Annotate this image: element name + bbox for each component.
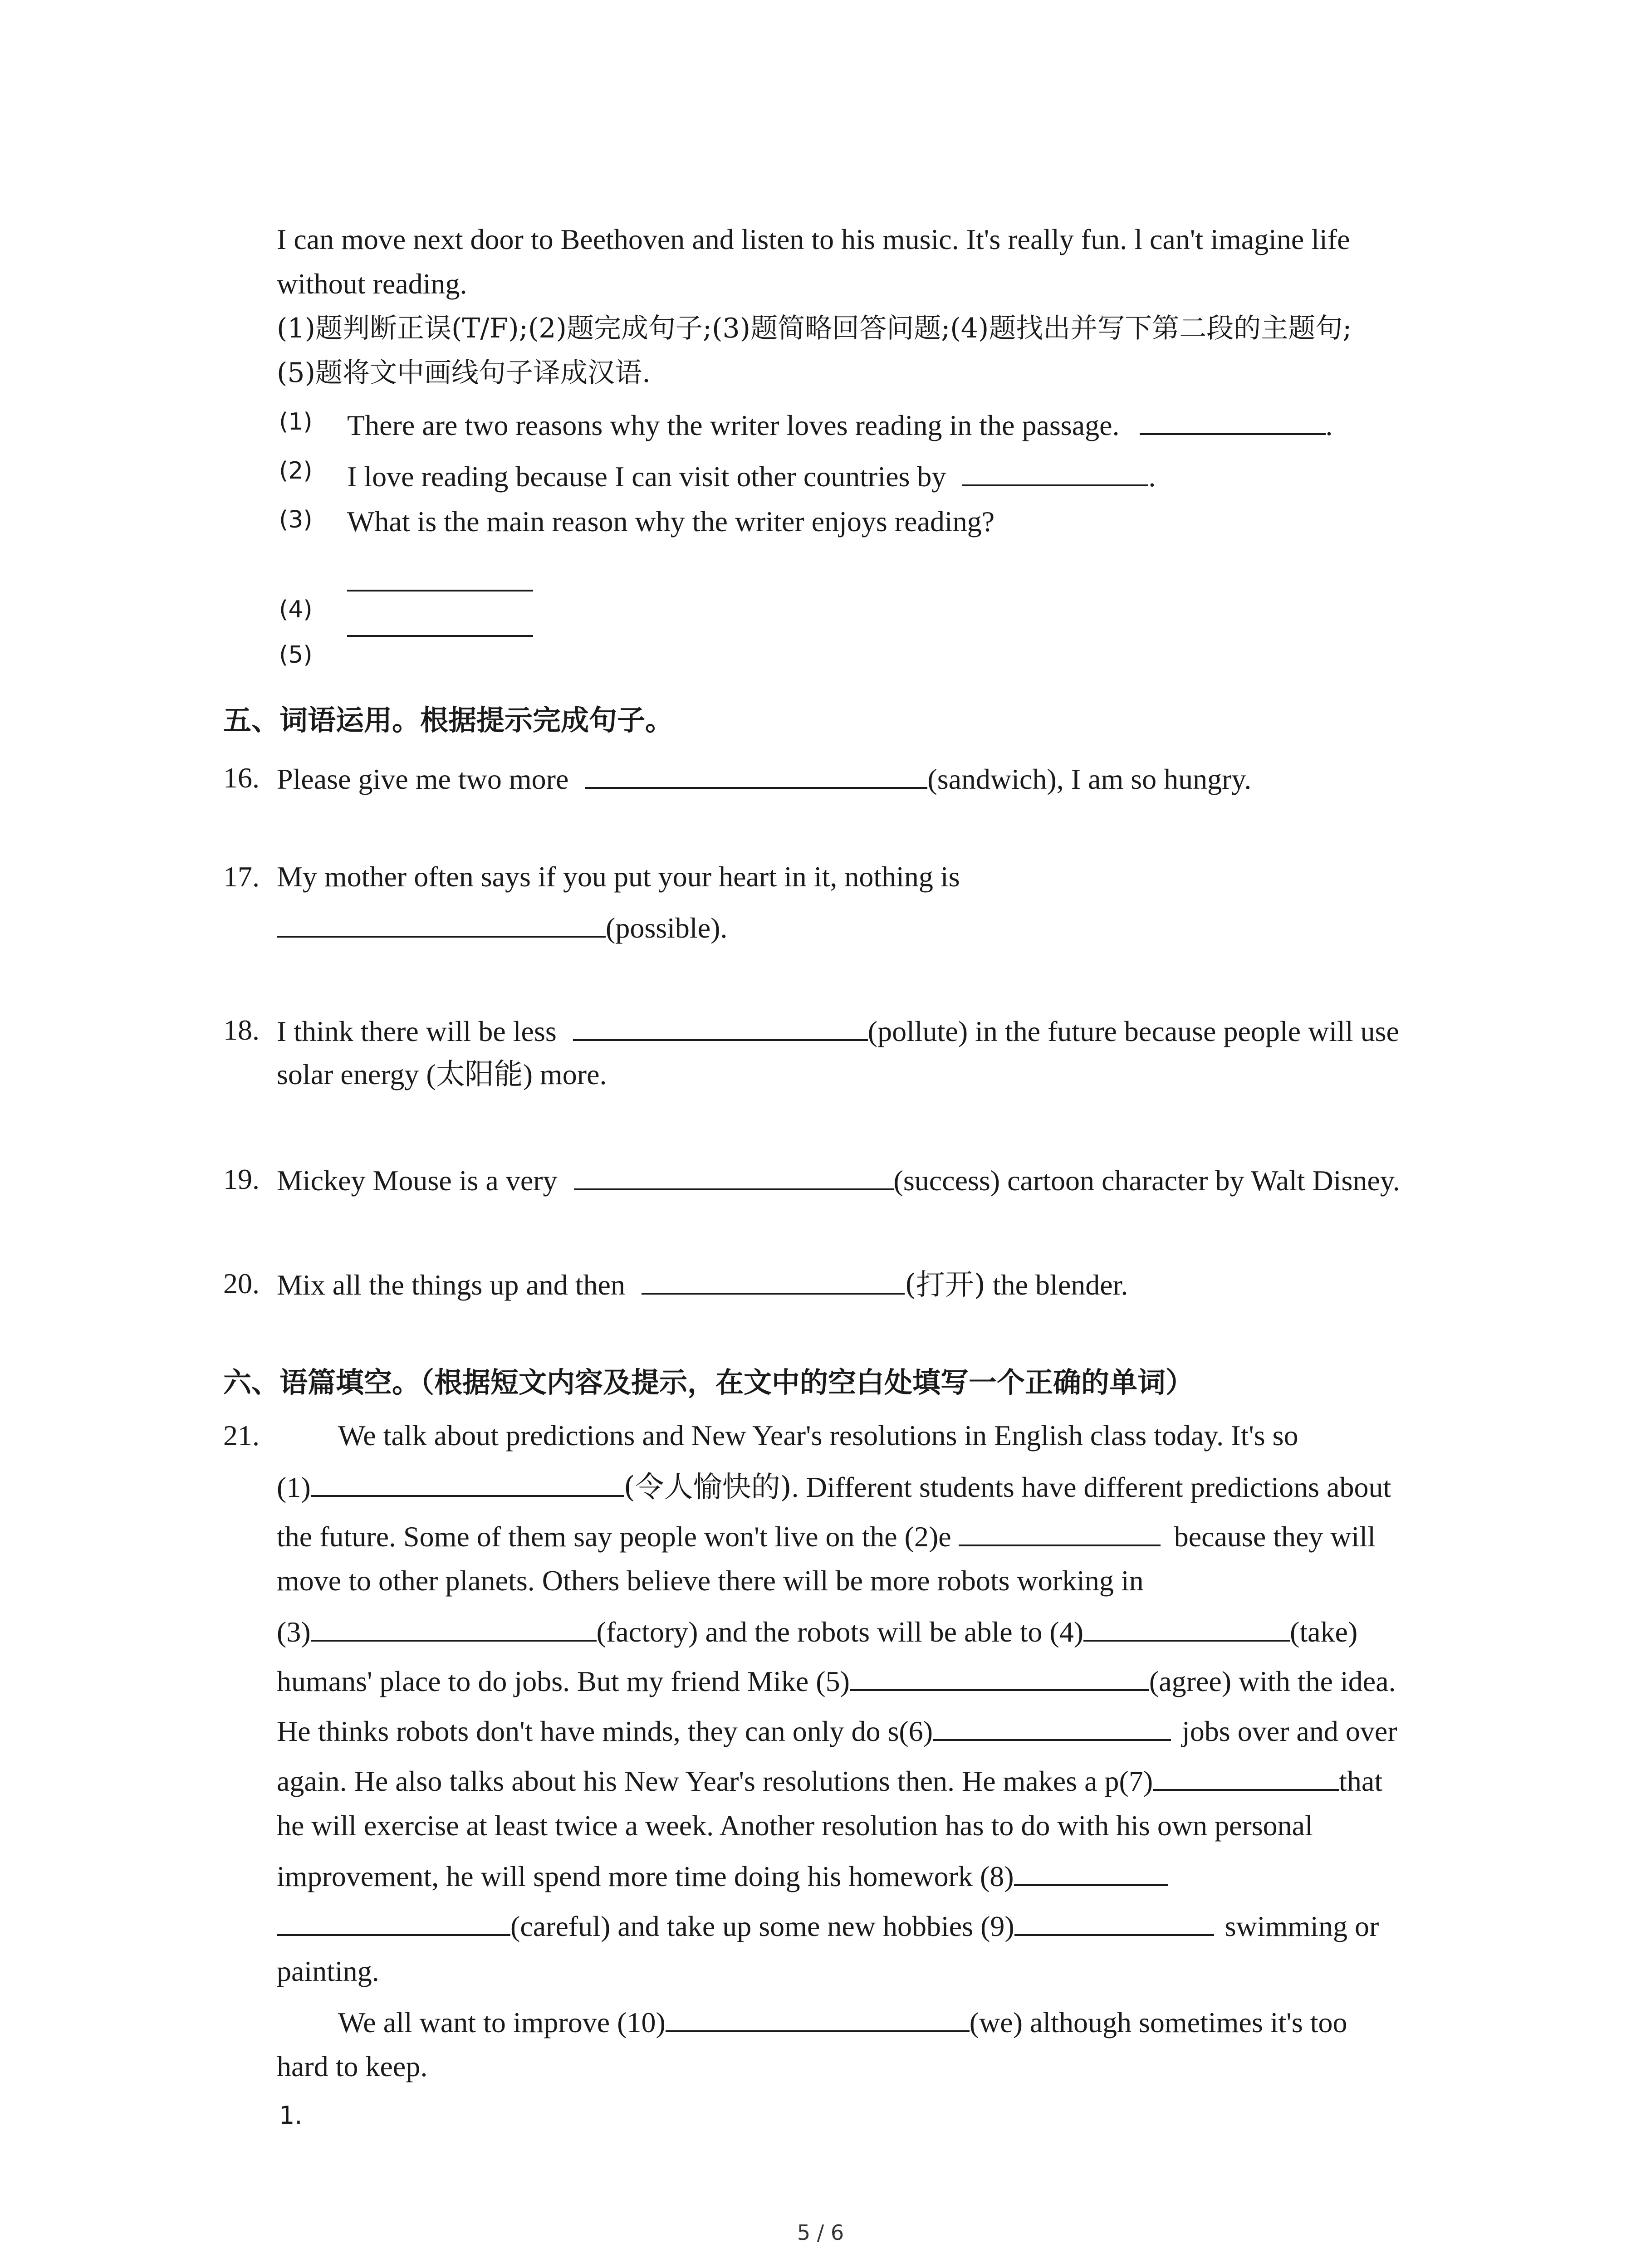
passage-hint: (agree) with the idea. bbox=[1149, 1665, 1396, 1697]
instruction-line: (1)题判断正误(T/F);(2)题完成句子;(3)题简略回答问题;(4)题找出并写下第二段的主题句; bbox=[277, 313, 1352, 344]
section-heading: 六、语篇填空。（根据短文内容及提示，在文中的空白处填写一个正确的单词） bbox=[223, 1366, 1194, 1399]
answer-blank[interactable] bbox=[573, 1012, 868, 1041]
answer-number: 1. bbox=[279, 2101, 303, 2130]
passage-part: the future. Some of them say people won't live on the (2)e bbox=[277, 1520, 951, 1553]
passage-line bbox=[277, 1662, 1396, 1700]
passage-hint: (careful) and take up some new hobbies (9) bbox=[510, 1910, 1014, 1942]
passage-line: move to other planets. Others believe there will be more robots working in bbox=[277, 1564, 1144, 1597]
question-body: There are two reasons why the writer loves reading in the passage. bbox=[347, 409, 1120, 441]
answer-blank[interactable] bbox=[1014, 1907, 1214, 1936]
passage-line bbox=[277, 1907, 1379, 1945]
answer-blank[interactable] bbox=[962, 457, 1148, 486]
answer-blank[interactable] bbox=[1014, 1857, 1168, 1886]
question-text-cont bbox=[277, 909, 727, 946]
answer-blank[interactable] bbox=[277, 1907, 510, 1936]
passage-part: because they will bbox=[1174, 1520, 1376, 1553]
passage-line bbox=[277, 1712, 1397, 1750]
passage-line bbox=[277, 1613, 1357, 1650]
question-body: I think there will be less bbox=[277, 1015, 557, 1047]
answer-blank[interactable] bbox=[311, 1613, 597, 1642]
question-text-part: solar energy ( bbox=[277, 1058, 436, 1090]
answer-blank[interactable] bbox=[347, 633, 533, 637]
passage-part: (1) bbox=[277, 1471, 311, 1503]
page-number: 5 / 6 bbox=[797, 2220, 844, 2245]
question-text-part: 太阳能 bbox=[436, 1058, 523, 1091]
passage-hint: (令人愉快的) bbox=[623, 1471, 792, 1504]
question-hint: (打开) bbox=[904, 1268, 985, 1302]
question-number: 16. bbox=[223, 762, 260, 794]
question-hint: (success) cartoon character by Walt Disney. bbox=[893, 1164, 1400, 1197]
passage-line bbox=[338, 2003, 1347, 2041]
answer-blank[interactable] bbox=[933, 1712, 1171, 1741]
passage-part: improvement, he will spend more time doing his homework (8) bbox=[277, 1860, 1014, 1892]
passage-hint: (take) bbox=[1290, 1616, 1358, 1648]
question-hint: (sandwich), I am so hungry. bbox=[927, 763, 1252, 795]
passage-line: he will exercise at least twice a week. Another resolution has to do with his own personal bbox=[277, 1809, 1313, 1842]
question-number: (3) bbox=[279, 506, 313, 533]
question-tail: . bbox=[1148, 460, 1156, 493]
question-hint: (possible). bbox=[606, 912, 728, 944]
question-body: Mix all the things up and then bbox=[277, 1269, 625, 1301]
passage-part: He thinks robots don't have minds, they can only do s(6) bbox=[277, 1715, 933, 1747]
passage-line bbox=[277, 1517, 1376, 1555]
question-text-part: the blender. bbox=[985, 1269, 1128, 1301]
question-number: (5) bbox=[279, 641, 313, 669]
answer-blank[interactable] bbox=[585, 760, 927, 789]
passage-part: again. He also talks about his New Year's resolutions then. He makes a p(7) bbox=[277, 1765, 1153, 1797]
question-number: 21. bbox=[223, 1419, 260, 1452]
passage-line: We talk about predictions and New Year's resolutions in English class today. It's so bbox=[338, 1419, 1298, 1452]
passage-hint: (factory) and the robots will be able to (4) bbox=[596, 1616, 1084, 1648]
answer-blank[interactable] bbox=[1083, 1613, 1290, 1642]
passage-line bbox=[277, 1857, 1168, 1895]
passage-part: that bbox=[1339, 1765, 1383, 1797]
question-text bbox=[277, 1161, 1400, 1199]
answer-blank[interactable] bbox=[1153, 1762, 1339, 1791]
passage-line bbox=[277, 1762, 1382, 1799]
question-text bbox=[277, 1266, 1128, 1303]
question-text: What is the main reason why the writer enjoys reading? bbox=[347, 505, 995, 538]
answer-blank[interactable] bbox=[850, 1662, 1149, 1691]
passage-line: hard to keep. bbox=[277, 2050, 428, 2082]
passage-part: We all want to improve (10) bbox=[338, 2006, 666, 2038]
question-text bbox=[277, 760, 1251, 797]
passage-part: humans' place to do jobs. But my friend Mike (5) bbox=[277, 1665, 850, 1697]
question-number: 19. bbox=[223, 1163, 260, 1195]
answer-blank[interactable] bbox=[642, 1266, 905, 1295]
answer-blank[interactable] bbox=[311, 1468, 624, 1497]
question-number: 17. bbox=[223, 860, 260, 893]
passage-part: . Different students have different predictions about bbox=[791, 1471, 1391, 1503]
question-number: (1) bbox=[279, 408, 313, 435]
question-body: I love reading because I can visit other countries by bbox=[347, 460, 946, 493]
answer-blank[interactable] bbox=[277, 909, 606, 938]
question-text bbox=[347, 457, 1156, 495]
passage-part: (3) bbox=[277, 1616, 311, 1648]
answer-blank[interactable] bbox=[574, 1161, 894, 1190]
answer-blank[interactable] bbox=[1140, 406, 1326, 435]
question-body: Please give me two more bbox=[277, 763, 569, 795]
question-number: (4) bbox=[279, 596, 313, 623]
passage-hint: (we) although sometimes it's too bbox=[969, 2006, 1347, 2038]
question-text-part: ) more. bbox=[523, 1058, 607, 1090]
passage-line: painting. bbox=[277, 1955, 379, 1987]
question-number: (2) bbox=[279, 457, 313, 484]
question-text-cont bbox=[277, 1056, 607, 1093]
passage-part: swimming or bbox=[1225, 1910, 1379, 1942]
answer-blank[interactable] bbox=[666, 2003, 970, 2032]
passage-line bbox=[277, 1468, 1391, 1505]
question-text bbox=[277, 1012, 1399, 1050]
passage-part: jobs over and over bbox=[1182, 1715, 1397, 1747]
question-tail: . bbox=[1325, 409, 1333, 441]
question-number: 20. bbox=[223, 1267, 260, 1300]
answer-blank[interactable] bbox=[347, 588, 533, 591]
section-heading: 五、词语运用。根据提示完成句子。 bbox=[223, 704, 674, 737]
question-number: 18. bbox=[223, 1014, 260, 1046]
question-text bbox=[347, 406, 1333, 444]
passage-line: without reading. bbox=[277, 268, 467, 300]
question-hint: (pollute) in the future because people will use bbox=[867, 1015, 1399, 1047]
passage-line: I can move next door to Beethoven and listen to his music. It's really fun. l can't imagine life bbox=[277, 223, 1350, 255]
instruction-line: (5)题将文中画线句子译成汉语. bbox=[277, 357, 651, 389]
question-text: My mother often says if you put your heart in it, nothing is bbox=[277, 860, 960, 893]
question-body: Mickey Mouse is a very bbox=[277, 1164, 558, 1197]
answer-blank[interactable] bbox=[959, 1517, 1161, 1546]
